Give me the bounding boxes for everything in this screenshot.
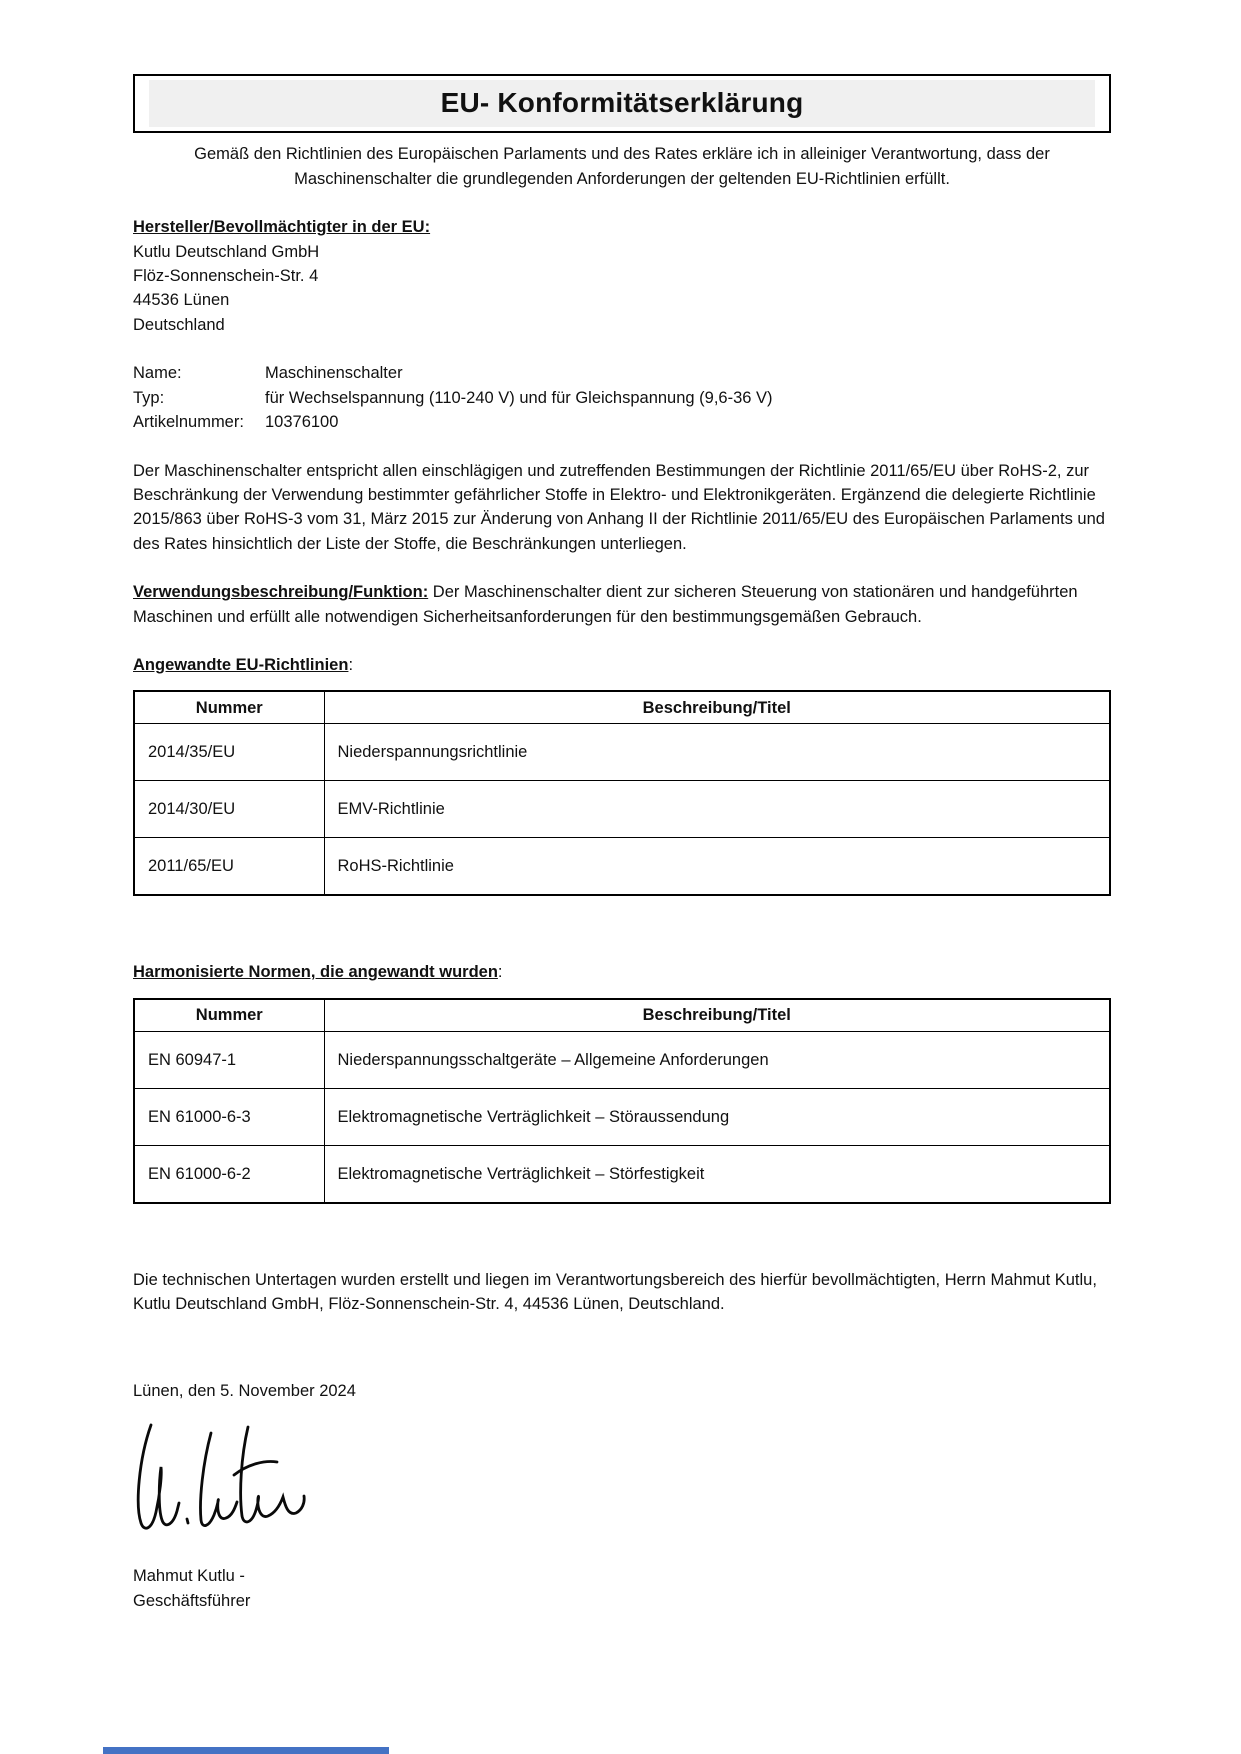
product-type-value: für Wechselspannung (110-240 V) und für Gleichspannung (9,6-36 V) — [265, 388, 773, 407]
signature — [133, 1417, 333, 1610]
usage-paragraph — [133, 580, 1111, 629]
directive-number: 2014/30/EU — [134, 781, 324, 838]
directive-number: 2014/35/EU — [134, 724, 324, 781]
table-row — [134, 838, 1110, 896]
directives-heading-colon: : — [348, 655, 354, 674]
standards-header-row — [134, 999, 1110, 1032]
usage-text: Der Maschinenschalter dient zur sicheren Steuerung von stationären und handgeführten Maschinen und erfüllt alle notwendigen Sicherheitsanforderungen für den bestimmungsgemäßen Gebrauch. — [133, 583, 1078, 626]
intro-paragraph: Gemäß den Richtlinien des Europäischen Parlaments und des Rates erkläre ich in alleiniger Verantwortung, dass der Maschinenschalter die grundlegenden Anforderungen der geltenden EU-Richtlinien erfüllt. — [194, 145, 1050, 188]
standard-title: Niederspannungsschaltgeräte – Allgemeine Anforderungen — [324, 1031, 1110, 1088]
standards-heading: Harmonisierte Normen, die angewandt wurden — [133, 963, 498, 982]
manufacturer-country: Deutschland — [133, 315, 225, 334]
title-background — [149, 80, 1095, 127]
table-row — [134, 781, 1110, 838]
manufacturer-street: Flöz-Sonnenschein-Str. 4 — [133, 267, 319, 286]
standard-number: EN 61000-6-3 — [134, 1088, 324, 1145]
product-name-label: Name: — [133, 364, 182, 383]
directive-title: EMV-Richtlinie — [324, 781, 1110, 838]
responsibility-paragraph: Die technischen Untertagen wurden erstellt und liegen im Verantwortungsbereich des hierfür bevollmächtigten, Herrn Mahmut Kutlu, Kutlu Deutschland GmbH, Flöz-Sonnenschein-Str. 4, 44536 Lünen, Deutschland. — [133, 1270, 1097, 1314]
directive-number: 2011/65/EU — [134, 838, 324, 896]
product-article-value: 10376100 — [265, 413, 339, 432]
manufacturer-heading: Hersteller/Bevollmächtigter in der EU: — [133, 218, 431, 237]
footer-accent-bar — [103, 1747, 389, 1754]
standard-number: EN 61000-6-2 — [134, 1145, 324, 1203]
product-row-article — [133, 410, 1111, 434]
manufacturer-section — [133, 215, 1111, 337]
directives-header-title: Beschreibung/Titel — [324, 691, 1110, 724]
table-row — [134, 724, 1110, 781]
page-title: EU- Konformitätserklärung — [440, 87, 804, 118]
manufacturer-city: 44536 Lünen — [133, 291, 230, 310]
directives-header-number: Nummer — [134, 691, 324, 724]
product-info — [133, 361, 1111, 434]
standard-number: EN 60947-1 — [134, 1031, 324, 1088]
standards-table — [133, 998, 1111, 1204]
standards-header-title: Beschreibung/Titel — [324, 999, 1110, 1032]
directive-title: RoHS-Richtlinie — [324, 838, 1110, 896]
directives-heading-row — [133, 653, 1111, 677]
directives-header-row — [134, 691, 1110, 724]
title-box — [133, 74, 1111, 133]
product-article-label: Artikelnummer: — [133, 413, 244, 432]
page-content — [133, 74, 1111, 1610]
product-row-name — [133, 361, 1111, 385]
product-name-value: Maschinenschalter — [265, 364, 403, 383]
table-row — [134, 1031, 1110, 1088]
standards-header-number: Nummer — [134, 999, 324, 1032]
product-row-type — [133, 386, 1111, 410]
signatory-name-line: Mahmut Kutlu - Geschäftsführer — [133, 1567, 251, 1610]
standard-title: Elektromagnetische Verträglichkeit – Störaussendung — [324, 1088, 1110, 1145]
directive-title: Niederspannungsrichtlinie — [324, 724, 1110, 781]
standards-heading-row — [133, 960, 1111, 984]
directives-heading: Angewandte EU-Richtlinien — [133, 655, 349, 674]
usage-heading: Verwendungsbeschreibung/Funktion: — [133, 583, 429, 602]
signature-image — [133, 1417, 318, 1551]
manufacturer-name: Kutlu Deutschland GmbH — [133, 242, 320, 261]
table-row — [134, 1145, 1110, 1203]
table-row — [134, 1088, 1110, 1145]
standard-title: Elektromagnetische Verträglichkeit – Störfestigkeit — [324, 1145, 1110, 1203]
product-type-label: Typ: — [133, 388, 165, 407]
directives-table — [133, 690, 1111, 896]
standards-heading-colon: : — [497, 963, 503, 982]
compliance-paragraph: Der Maschinenschalter entspricht allen einschlägigen und zutreffenden Bestimmungen der Richtlinie 2011/65/EU über RoHS-2, zur Beschränkung der Verwendung bestimmter gefährlicher Stoffe in Elektro- und Elektronikgeräten. Ergänzend die delegierte Richtlinie 2015/863 über RoHS-3 vom 31, März 2015 zur Änderung von Anhang II der Richtlinie 2011/65/EU des Europäischen Parlaments und des Rates hinsichtlich der Liste der Stoffe, die Beschränkungen unterliegen. — [133, 461, 1105, 553]
place-date-line: Lünen, den 5. November 2024 — [133, 1381, 356, 1400]
